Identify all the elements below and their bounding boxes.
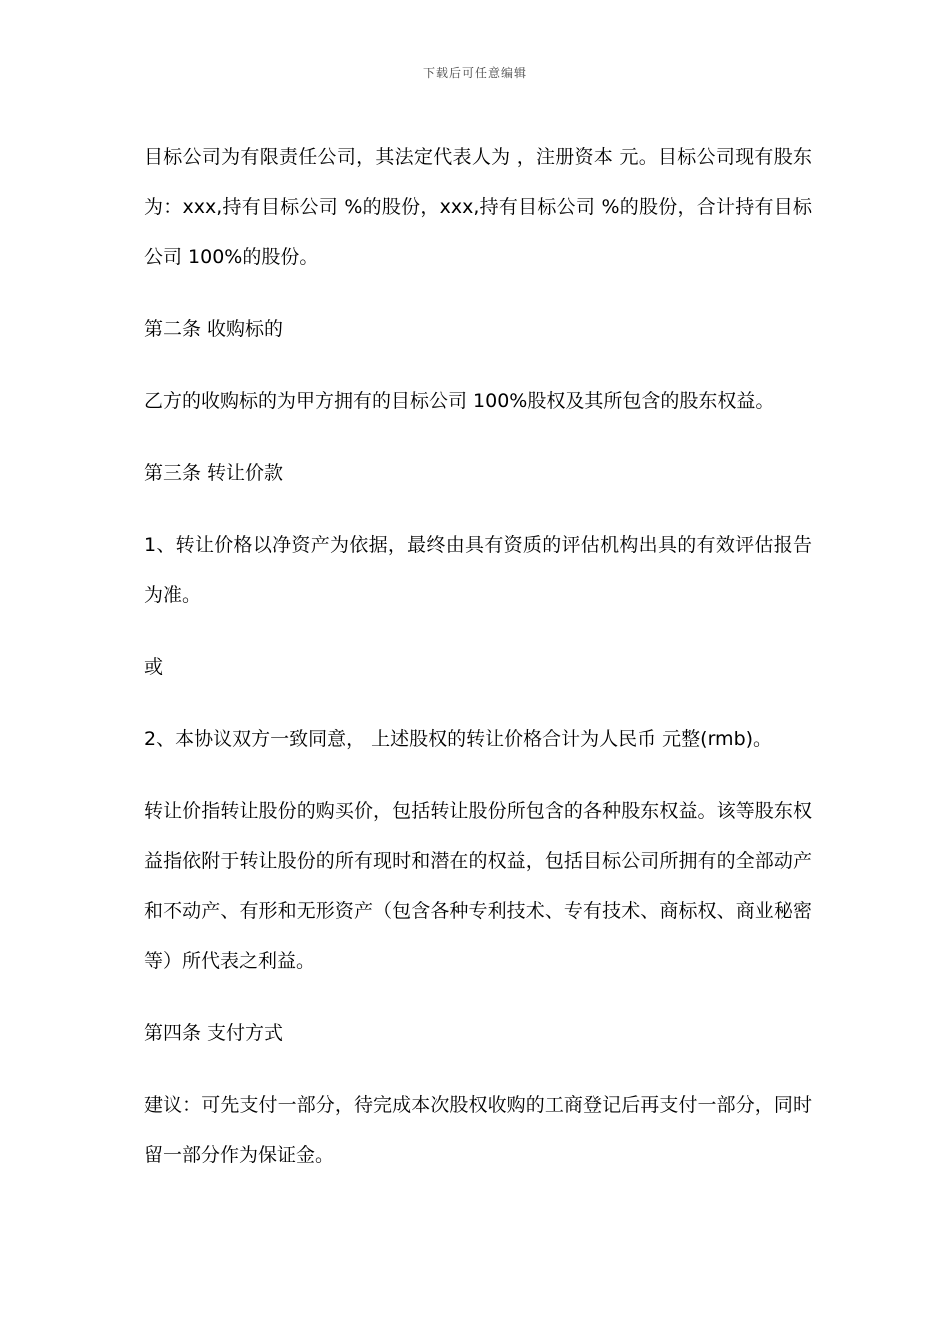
paragraph-acquisition-target: 乙方的收购标的为甲方拥有的目标公司 100%股权及其所包含的股东权益。	[144, 390, 775, 412]
page-header: 下载后可任意编辑	[422, 66, 527, 80]
paragraph-agreed-price: 2、本协议双方一致同意， 上述股权的转让价格合计为人民币 元整(rmb)。	[144, 728, 773, 750]
paragraph-payment-suggestion: 建议：可先支付一部分，待完成本次股权收购的工商登记后再支付一部分，同时留一部分作为保证金。	[144, 1094, 812, 1166]
document-body	[144, 132, 812, 1202]
paragraph-or: 或	[144, 656, 164, 678]
article-4-heading: 第四条 支付方式	[144, 1022, 284, 1044]
paragraph-price-basis: 1、转让价格以净资产为依据，最终由具有资质的评估机构出具的有效评估报告为准。	[144, 534, 812, 606]
paragraph-target-company: 目标公司为有限责任公司，其法定代表人为 ，注册资本 元。目标公司现有股东为：xxx,持有目标公司 %的股份，xxx,持有目标公司 %的股份，合计持有目标公司 100%的股份。	[144, 146, 812, 268]
paragraph-price-definition: 转让价指转让股份的购买价，包括转让股份所包含的各种股东权益。该等股东权益指依附于转让股份的所有现时和潜在的权益，包括目标公司所拥有的全部动产和不动产、有形和无形资产（包含各种专利技术、专有技术、商标权、商业秘密等）所代表之利益。	[144, 800, 812, 972]
article-2-heading: 第二条 收购标的	[144, 318, 284, 340]
article-3-heading: 第三条 转让价款	[144, 462, 284, 484]
